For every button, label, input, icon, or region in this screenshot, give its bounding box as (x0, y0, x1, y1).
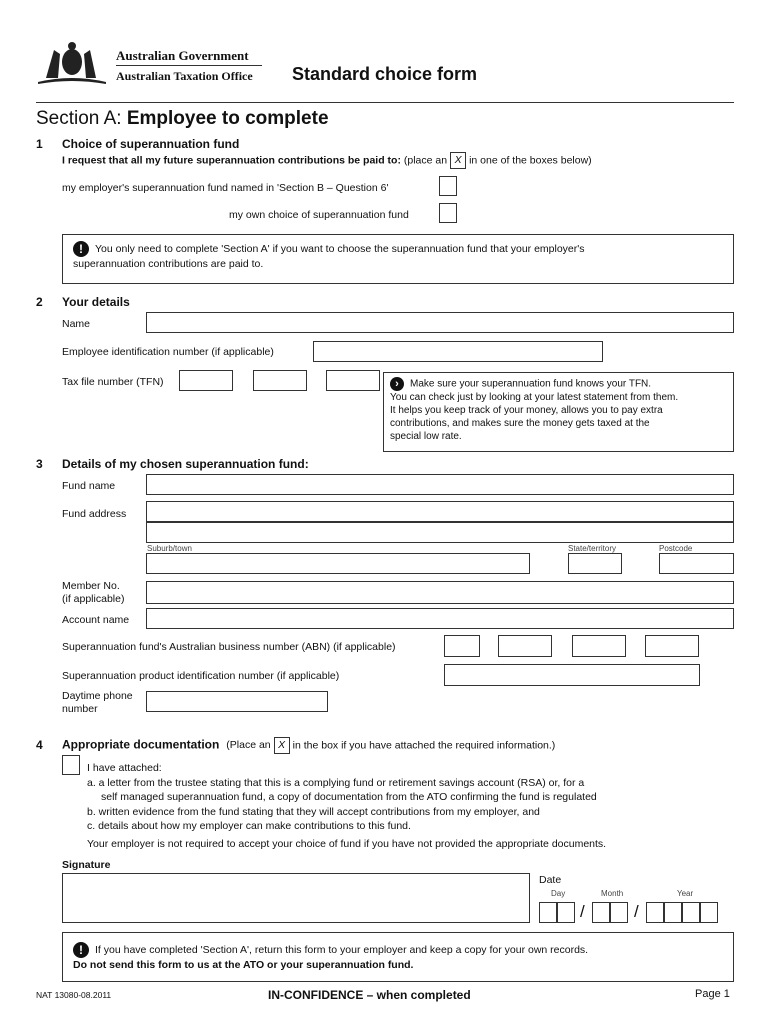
tip-line1: Make sure your superannuation fund knows your TFN. (410, 378, 652, 390)
exclamation-icon: ! (73, 942, 89, 958)
year-digit-1[interactable] (646, 902, 664, 923)
q2-title: Your details (62, 295, 130, 309)
q4-title: Appropriate documentation (62, 737, 220, 752)
suburb-input[interactable] (146, 553, 530, 574)
year-label: Year (677, 889, 694, 898)
employer-fund-checkbox[interactable] (439, 176, 457, 196)
month-digit-2[interactable] (610, 902, 628, 923)
account-name-input[interactable] (146, 608, 734, 629)
q1-option1-label: my employer's superannuation fund named in 'Section B – Question 6' (62, 182, 389, 194)
q1-info-note (62, 234, 734, 284)
member-no-label (62, 580, 124, 606)
item-a-line1: a. a letter from the trustee stating that this is a complying fund or retirement savings account (RSA) or, for a (87, 776, 585, 789)
q1-number: 1 (36, 137, 43, 151)
year-digit-4[interactable] (700, 902, 718, 923)
q1-request-bold: I request that all my future superannuation contributions be paid to: (62, 154, 401, 167)
confidence-label: IN-CONFIDENCE – when completed (268, 988, 471, 1002)
phone-line2: number (62, 703, 98, 715)
q4-place-pre: (Place an (226, 739, 271, 752)
tip-line5: special low rate. (390, 431, 462, 442)
name-label: Name (62, 318, 91, 330)
state-label: State/territory (568, 544, 617, 553)
month-digit-1[interactable] (592, 902, 610, 923)
year-digit-2[interactable] (664, 902, 682, 923)
abn-input-1[interactable] (444, 635, 480, 657)
q3-number: 3 (36, 457, 43, 471)
top-rule (36, 102, 734, 103)
x-example-box: X (450, 152, 466, 169)
header-divider (116, 65, 262, 66)
account-name-label: Account name (62, 614, 130, 626)
q3-title: Details of my chosen superannuation fund: (62, 457, 309, 471)
date-label: Date (539, 874, 562, 886)
year-digit-3[interactable] (682, 902, 700, 923)
phone-line1: Daytime phone (62, 690, 133, 702)
section-prefix: Section A: (36, 108, 122, 129)
return-form-note (62, 932, 734, 982)
abn-input-4[interactable] (645, 635, 699, 657)
abn-input-3[interactable] (572, 635, 626, 657)
date-slash-1: / (580, 902, 585, 921)
item-c: c. details about how my employer can make contributions to this fund. (87, 820, 411, 832)
member-no-line2: (if applicable) (62, 593, 125, 605)
gov-name: Australian Government (116, 48, 249, 63)
fund-name-label: Fund name (62, 480, 116, 492)
own-fund-checkbox[interactable] (439, 203, 457, 223)
eid-input[interactable] (313, 341, 603, 362)
return-note-line1: If you have completed 'Section A', return this form to your employer and keep a copy for your own records. (95, 943, 589, 956)
tip-line4: contributions, and makes sure the money gets taxed at the (390, 418, 650, 429)
q1-request (62, 152, 592, 169)
q1-note-line2: superannuation contributions are paid to. (73, 258, 264, 270)
phone-input[interactable] (146, 691, 328, 712)
x-example-box-2: X (274, 737, 290, 754)
not-required-note: Your employer is not required to accept your choice of fund if you have not provided the appropriate documents. (87, 838, 607, 850)
tfn-input-3[interactable] (326, 370, 380, 391)
q4-number: 4 (36, 738, 43, 752)
return-note-line2: Do not send this form to us at the ATO or your superannuation fund. (73, 959, 414, 971)
member-no-input[interactable] (146, 581, 734, 604)
abn-input-2[interactable] (498, 635, 552, 657)
member-no-line1: Member No. (62, 580, 120, 592)
abn-label: Superannuation fund's Australian business number (ABN) (if applicable) (62, 641, 396, 653)
attached-label: I have attached: (87, 762, 162, 774)
suburb-label: Suburb/town (147, 544, 192, 553)
coat-of-arms-logo (34, 38, 110, 86)
item-a-line2: self managed superannuation fund, a copy of documentation from the ATO confirming the fund is regulated (101, 791, 597, 803)
spin-label: Superannuation product identification number (if applicable) (62, 670, 340, 682)
fund-name-input[interactable] (146, 474, 734, 495)
tfn-input-2[interactable] (253, 370, 307, 391)
date-slash-2: / (634, 902, 639, 921)
q4-place-post: in the box if you have attached the required information.) (292, 739, 556, 752)
documents-attached-checkbox[interactable] (62, 755, 80, 775)
postcode-label: Postcode (659, 544, 693, 553)
tip-line2: You can check just by looking at your latest statement from them. (390, 392, 679, 403)
page-number: Page 1 (695, 988, 730, 1000)
form-title: Standard choice form (292, 64, 478, 84)
name-input[interactable] (146, 312, 734, 333)
tfn-tip-note (383, 372, 734, 452)
fund-address-input-1[interactable] (146, 501, 734, 522)
q1-option2-label: my own choice of superannuation fund (229, 209, 409, 221)
q1-note-line1: You only need to complete 'Section A' if you want to choose the superannuation fund that your employer's (95, 242, 585, 255)
q4-heading (62, 737, 555, 754)
q4-items (87, 761, 597, 834)
signature-label: Signature (62, 859, 111, 871)
exclamation-icon: ! (73, 241, 89, 257)
form-code: NAT 13080-08.2011 (36, 990, 112, 1000)
tfn-label: Tax file number (TFN) (62, 376, 164, 388)
day-digit-1[interactable] (539, 902, 557, 923)
tip-line3: It helps you keep track of your money, allows you to pay extra (390, 405, 663, 416)
day-digit-2[interactable] (557, 902, 575, 923)
section-title: Employee to complete (126, 108, 329, 129)
agency-name: Australian Taxation Office (116, 69, 253, 83)
arrow-icon: › (390, 377, 404, 391)
q1-request-post: in one of the boxes below) (469, 154, 592, 167)
section-a-heading (36, 108, 329, 130)
item-b: b. written evidence from the fund stating that they will accept contributions from my employer, and (87, 805, 540, 818)
eid-label: Employee identification number (if applicable) (62, 346, 274, 358)
fund-address-input-2[interactable] (146, 522, 734, 543)
q2-number: 2 (36, 295, 43, 309)
q1-title: Choice of superannuation fund (62, 137, 240, 151)
signature-input[interactable] (62, 873, 530, 923)
postcode-input[interactable] (659, 553, 734, 574)
day-label: Day (551, 889, 566, 898)
q1-request-pre: (place an (403, 154, 448, 167)
phone-label (62, 690, 133, 716)
month-label: Month (601, 889, 624, 898)
fund-address-label: Fund address (62, 508, 127, 520)
spin-input[interactable] (444, 664, 700, 686)
tfn-input-1[interactable] (179, 370, 233, 391)
state-input[interactable] (568, 553, 622, 574)
